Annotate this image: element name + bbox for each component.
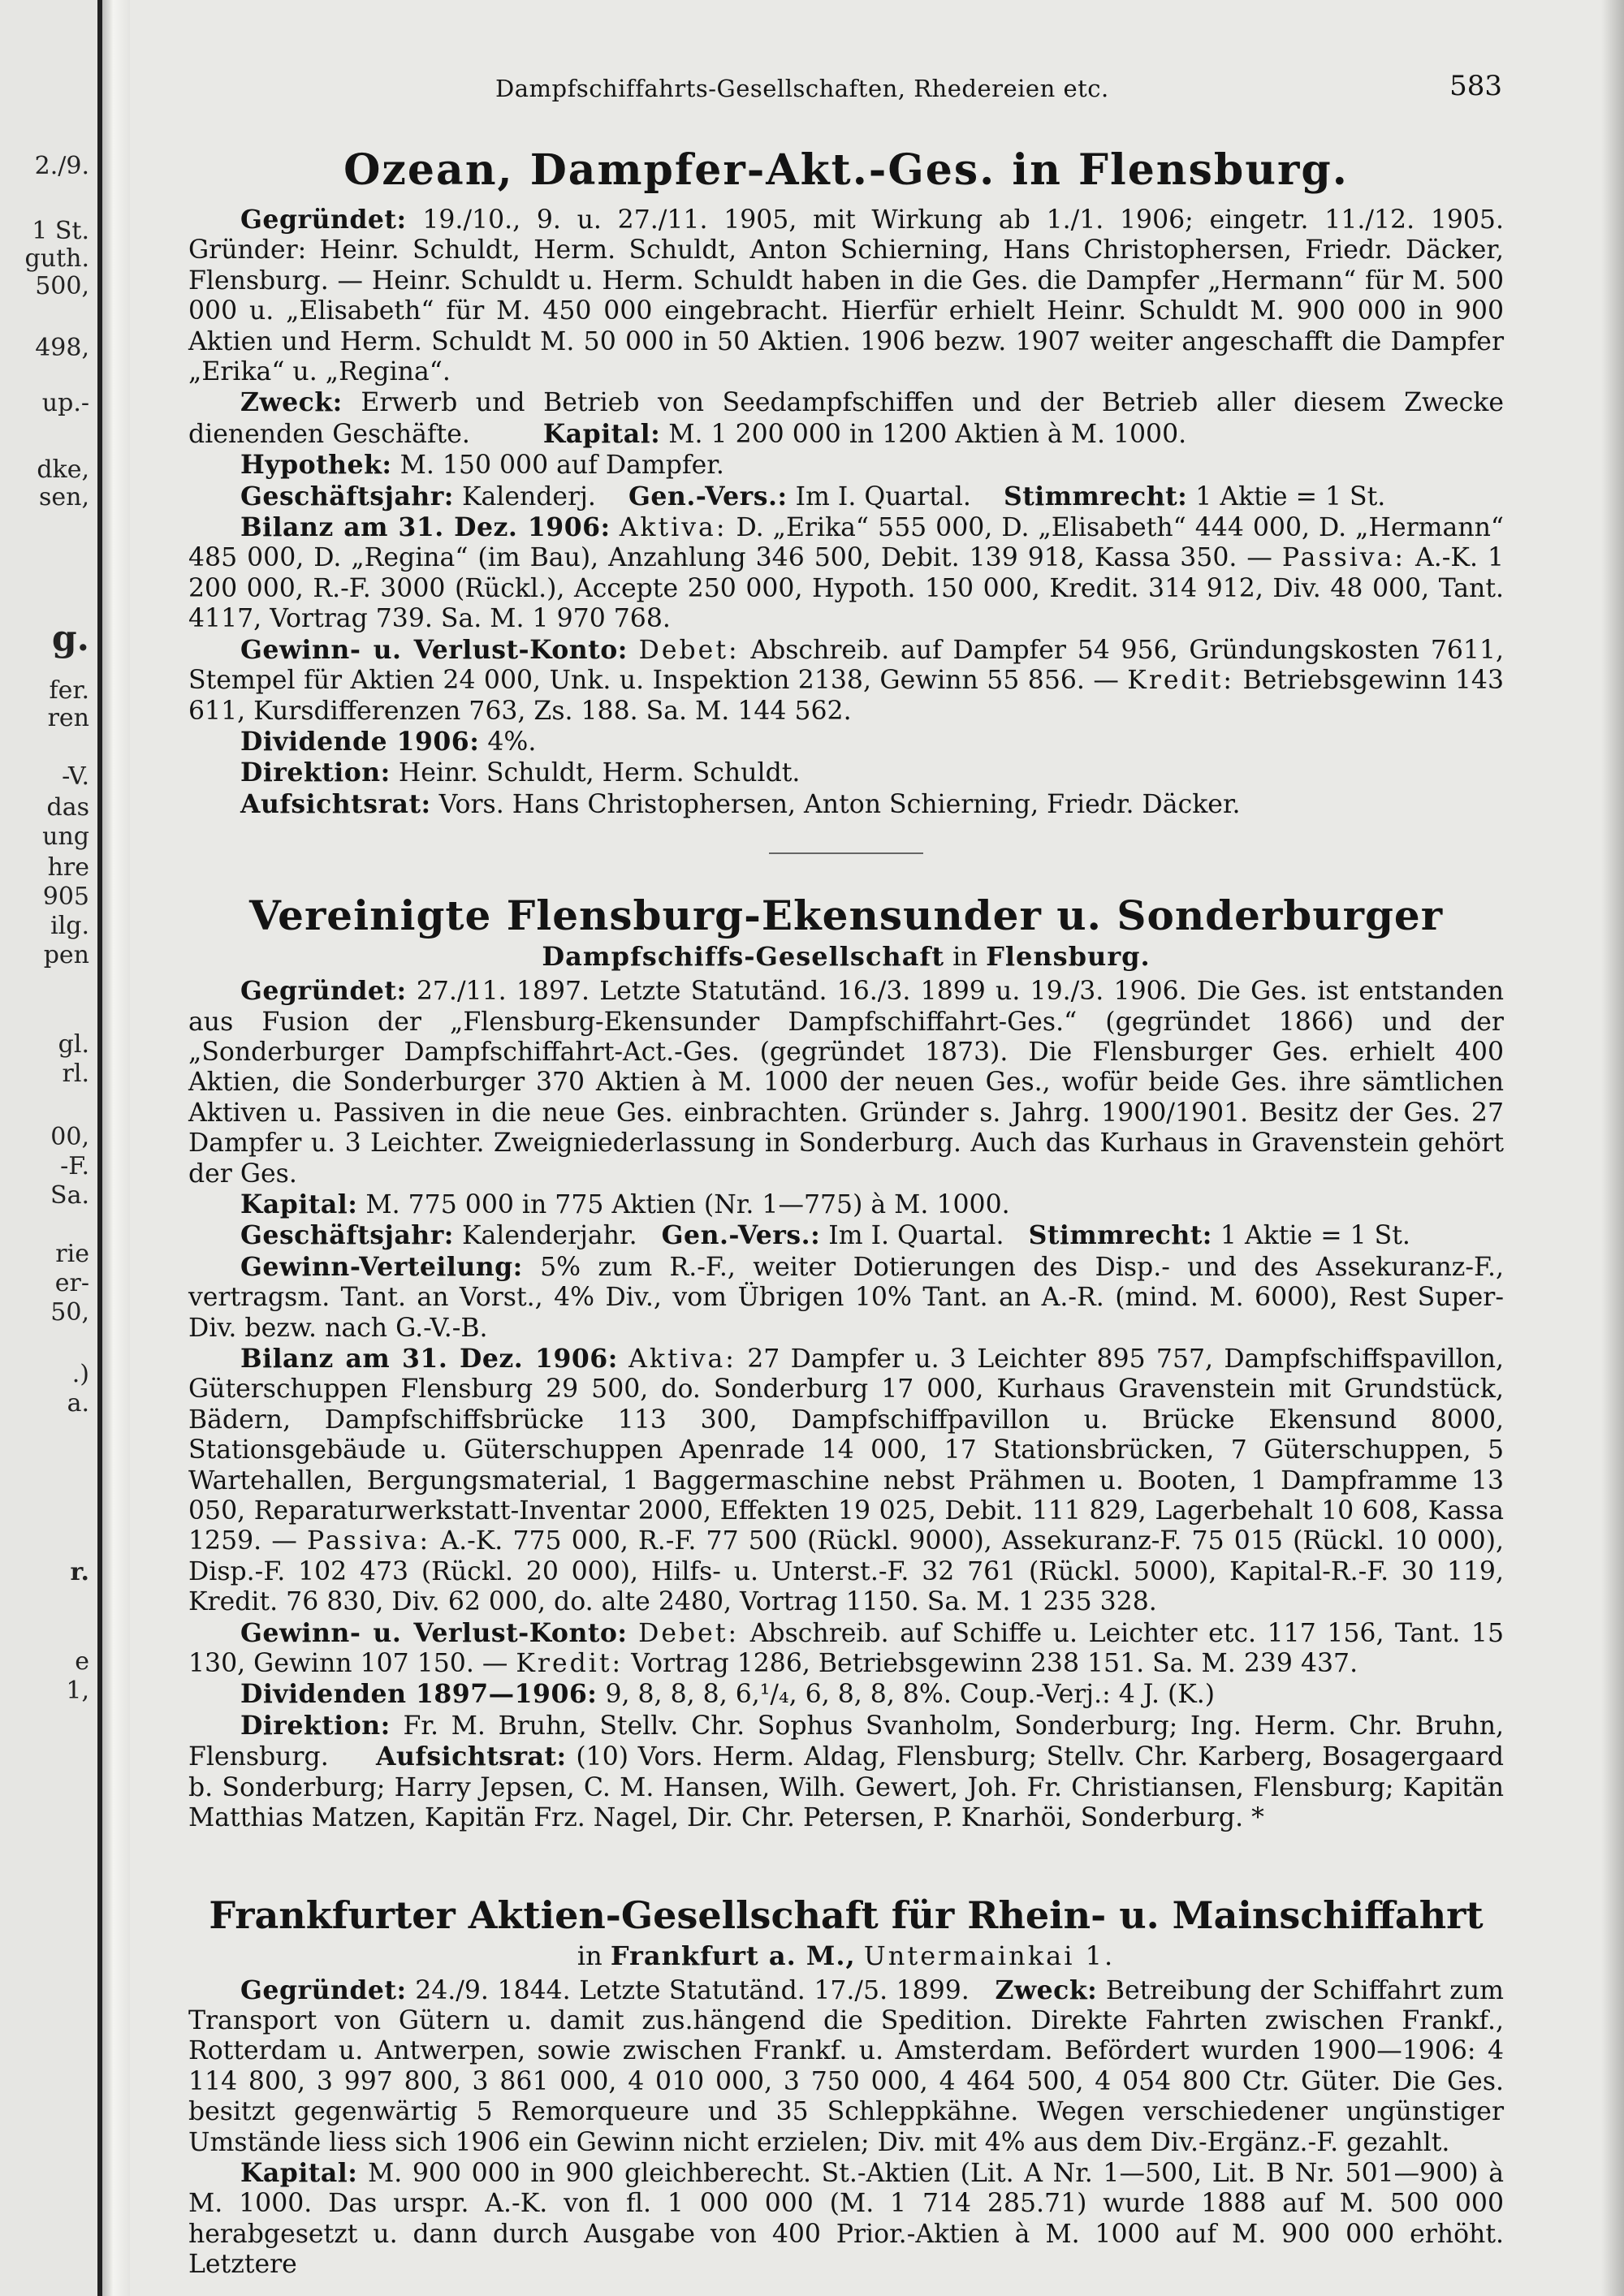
margin-fragment: er-: [54, 1269, 89, 1297]
text-kapital: M. 900 000 in 900 gleichberecht. St.-Aktien (Lit. A Nr. 1—500, Lit. B Nr. 501—900) à M. 1000. Das urspr. A.-K. von fl. 1 000 000 (M. 1 714 285.71) wurde 1888 auf M. 500 000 herabgesetzt u. dann durch Ausgabe von 400 Prior.-Aktien à M. 1000 auf M. 900 000 erhöht. Letztere: [188, 2158, 1504, 2280]
text-gegruendet: 19./10., 9. u. 27./11. 1905, mit Wirkung ab 1./1. 1906; eingetr. 11./12. 1905. Gründer: Heinr. Schuldt, Herm. Schuldt, Anton Schierning, Hans Christophersen, Friedr. Däcker, Flensburg. — Heinr. Schuldt u. Herm. Schuldt haben in die Ges. die Dampfer „Hermann“ für M. 500 000 u. „Elisabeth“ für M. 450 000 eingebracht. Hierfür erhielt Heinr. Schuldt M. 900 000 in 900 Aktien und Herm. Schuldt M. 50 000 in 50 Aktien. 1906 bezw. 1907 weiter angeschafft die Dampfer „Erika“ u. „Regina“.: [188, 205, 1504, 387]
label-gegruendet: Gegründet:: [240, 205, 407, 235]
label-passiva: Passiva:: [307, 1526, 431, 1556]
adjacent-page-margin: [0, 0, 97, 2296]
label-zweck: Zweck:: [240, 387, 343, 418]
section-guv: [188, 635, 1504, 727]
section-zweck: [188, 387, 1504, 450]
margin-fragment: gl.: [58, 1030, 89, 1059]
main-column: [188, 146, 1504, 2281]
text-geschaeftsjahr: Kalenderj.: [461, 481, 596, 511]
company-entry-ozean: [188, 146, 1504, 820]
text-stimmrecht: 1 Aktie = 1 St.: [1195, 481, 1386, 511]
text-direktion: Heinr. Schuldt, Herm. Schuldt.: [398, 758, 801, 788]
label-bilanz: Bilanz am 31. Dez. 1906:: [240, 512, 611, 543]
margin-fragment: 498,: [35, 334, 89, 362]
company-entry-vereinigte-flensburg: [188, 891, 1504, 1833]
section-dividende: [188, 727, 1504, 757]
margin-fragment: 1,: [66, 1677, 89, 1705]
company-title: Vereinigte Flensburg-Ekensunder u. Sonderburger: [248, 891, 1444, 940]
text-aktiva: D. „Erika“ 555 000, D. „Elisabeth“ 444 000, D. „Hermann“ 485 000, D. „Regina“ (im Bau), Anzahlung 346 500, Debit. 139 918, Kassa 350. —: [188, 513, 1505, 573]
label-kapital: Kapital:: [240, 2157, 358, 2188]
label-direktion: Direktion:: [240, 757, 391, 788]
text-dividenden: 9, 8, 8, 8, 6,¹/₄, 6, 8, 8, 8%. Coup.-Verj.: 4 J. (K.): [605, 1680, 1216, 1710]
margin-fragment: 50,: [50, 1298, 89, 1327]
label-direktion: Direktion:: [240, 1710, 391, 1741]
margin-fragment: e: [75, 1647, 89, 1676]
page-number: 583: [1449, 70, 1502, 102]
subtitle-city: Frankfurt a. M.,: [610, 1940, 856, 1971]
company-subtitle: [188, 940, 1504, 973]
margin-fragment: rl.: [62, 1060, 89, 1088]
text-geschaeftsjahr: Kalenderjahr.: [461, 1221, 637, 1251]
margin-fragment: dke,: [37, 455, 89, 484]
section-kapital: [188, 1189, 1504, 1220]
margin-fragment: r.: [70, 1558, 89, 1586]
margin-fragment: rie: [55, 1240, 89, 1268]
margin-fragment: Sa.: [50, 1181, 89, 1210]
margin-fragment: ilg.: [50, 912, 89, 940]
running-head: Dampfschiffahrts-Gesellschaften, Rhedereien etc.: [495, 75, 1109, 102]
margin-fragment: .): [71, 1360, 89, 1388]
label-genvers: Gen.-Vers.:: [628, 481, 788, 511]
text-kredit: Betriebsgewinn 143 611, Kursdifferenzen 763, Zs. 188. Sa. M. 144 562.: [188, 666, 1504, 726]
label-kapital: Kapital:: [240, 1189, 358, 1219]
margin-fragment: das: [46, 793, 89, 822]
label-geschaeftsjahr: Geschäftsjahr:: [240, 481, 454, 511]
label-genvers: Gen.-Vers.:: [661, 1220, 821, 1251]
margin-fragment: 2./9.: [34, 152, 89, 180]
margin-fragment: 905: [42, 883, 89, 911]
margin-fragment: 1 St.: [32, 217, 89, 245]
margin-fragment: 500,: [35, 272, 89, 300]
section-aufsichtsrat: [188, 789, 1504, 820]
label-stimmrecht: Stimmrecht:: [1003, 481, 1188, 511]
label-kapital: Kapital:: [542, 418, 661, 449]
section-direktion: [188, 757, 1504, 788]
text-hypothek: M. 150 000 auf Dampfer.: [400, 451, 724, 481]
subtitle-city: Flensburg.: [986, 941, 1151, 973]
text-gewinn-verteilung: 5% zum R.-F., weiter Dotierungen des Disp.- und des Assekuranz-F., vertragsm. Tant. an Vorst., 4% Div., vom Übrigen 10% Tant. an A.-R. (mind. M. 6000), Rest Super-Div. bezw. nach G.-V.-B.: [188, 1252, 1505, 1343]
company-title: Ozean, Dampfer-Akt.-Ges. in Flensburg.: [343, 145, 1349, 195]
subtitle-in: in: [577, 1940, 603, 1971]
company-title: Frankfurter Aktien-Gesellschaft für Rhein- u. Mainschiffahrt: [209, 1892, 1484, 1937]
section-gegruendet: [188, 205, 1504, 387]
margin-fragment: ung: [42, 822, 89, 851]
text-kredit: Vortrag 1286, Betriebsgewinn 238 151. Sa. M. 239 437.: [631, 1649, 1358, 1679]
section-kapital: [188, 2158, 1504, 2281]
margin-fragment: a.: [67, 1389, 89, 1418]
text-debet: Abschreib. auf Schiffe u. Leichter etc. 117 156, Tant. 15 130, Gewinn 107 150. —: [188, 1618, 1504, 1679]
section-gewinn-verteilung: [188, 1252, 1504, 1344]
subtitle-in: in: [952, 941, 978, 973]
section-guv: [188, 1618, 1504, 1680]
label-gegruendet: Gegründet:: [240, 976, 407, 1007]
label-bilanz: Bilanz am 31. Dez. 1906:: [240, 1344, 618, 1374]
label-guv: Gewinn- u. Verlust-Konto:: [240, 634, 628, 665]
label-zweck: Zweck:: [995, 1974, 1098, 2005]
margin-fragment: up.-: [41, 389, 89, 417]
text-stimmrecht: 1 Aktie = 1 St.: [1220, 1221, 1410, 1251]
section-gap: [769, 1862, 923, 1863]
text-kapital: M. 775 000 in 775 Aktien (Nr. 1—775) à M. 1000.: [365, 1189, 1010, 1219]
page-edge-shadow: [1601, 0, 1624, 2296]
label-passiva: Passiva:: [1281, 543, 1406, 573]
company-entry-frankfurter: [188, 1891, 1504, 2281]
text-genvers: Im I. Quartal.: [828, 1221, 1004, 1251]
label-aktiva: Aktiva:: [628, 1344, 736, 1374]
subtitle-address: Untermainkai 1.: [863, 1940, 1116, 1971]
label-debet: Debet:: [638, 635, 740, 665]
label-aufsichtsrat: Aufsichtsrat:: [240, 788, 431, 819]
margin-fragment: guth.: [24, 244, 89, 273]
label-guv: Gewinn- u. Verlust-Konto:: [240, 1617, 628, 1648]
section-divider: [769, 852, 923, 854]
subtitle-company-type: Dampfschiffs-Gesellschaft: [542, 941, 944, 973]
text-aufsichtsrat: Vors. Hans Christophersen, Anton Schierning, Friedr. Däcker.: [438, 789, 1241, 819]
label-aufsichtsrat: Aufsichtsrat:: [376, 1741, 567, 1772]
page-header: [187, 70, 1502, 115]
margin-fragment: fer.: [49, 676, 89, 705]
label-dividenden: Dividenden 1897—1906:: [240, 1679, 598, 1710]
label-gewinn-verteilung: Gewinn-Verteilung:: [240, 1251, 523, 1282]
margin-fragment: ren: [47, 704, 89, 732]
section-geschaeftsjahr: [188, 481, 1504, 512]
label-gegruendet: Gegründet:: [240, 1974, 407, 2005]
margin-fragment: -V.: [62, 762, 89, 791]
label-debet: Debet:: [638, 1618, 740, 1648]
margin-fragment: g.: [51, 618, 89, 659]
section-gegruendet: [188, 1975, 1504, 2158]
label-stimmrecht: Stimmrecht:: [1028, 1220, 1212, 1251]
section-hypothek: [188, 450, 1504, 481]
text-aufsichtsrat: (10) Vors. Herm. Aldag, Flensburg; Stellv. Chr. Karberg, Bosagergaard b. Sonderburg; Harry Jepsen, C. M. Hansen, Wilh. Gewert, Joh. Fr. Christiansen, Flensburg; Kapitän Matthias Matzen, Kapitän Frz. Nagel, Dir. Chr. Petersen, P. Knarhöi, Sonderburg. *: [188, 1742, 1505, 1833]
label-dividende: Dividende 1906:: [240, 726, 480, 757]
text-kapital: M. 1 200 000 in 1200 Aktien à M. 1000.: [668, 419, 1187, 449]
margin-fragment: -F.: [60, 1152, 89, 1180]
book-gutter: [97, 0, 130, 2296]
label-kredit: Kredit:: [516, 1649, 624, 1679]
margin-fragment: pen: [43, 941, 89, 969]
section-gegruendet: [188, 976, 1504, 1189]
margin-fragment: hre: [47, 853, 89, 882]
text-debet: Abschreib. auf Dampfer 54 956, Gründungskosten 7611, Stempel für Aktien 24 000, Unk. u. Inspektion 2138, Gewinn 55 856. —: [188, 635, 1505, 696]
label-aktiva: Aktiva:: [619, 513, 728, 543]
text-passiva: A.-K. 775 000, R.-F. 77 500 (Rückl. 9000), Assekuranz-F. 75 015 (Rückl. 10 000), Disp.-F. 102 473 (Rückl. 20 000), Hilfs- u. Unterst.-F. 32 761 (Rückl. 5000), Kapital-R.-F. 30 119, Kredit. 76 830, Div. 62 000, do. alte 2480, Vortrag 1150. Sa. M. 1 235 328.: [188, 1526, 1505, 1617]
text-zweck: Betreibung der Schiffahrt zum Transport von Gütern u. damit zus.hängend die Spedition. Direkte Fahrten zwischen Frankf., Rotterdam u. Antwerpen, sowie zwischen Frankf. u. Amsterdam. Befördert wurden 1900—1906: 4 114 800, 3 997 800, 3 861 000, 4 010 000, 3 750 000, 4 464 500, 4 054 800 Ctr. Güter. Die Ges. besitzt gegenwärtig 5 Remorqueure und 35 Schleppkähne. Wegen verschiedener ungünstiger Umstände liess sich 1906 ein Gewinn nicht erzielen; Div. mit 4% aus dem Div.-Ergänz.-F. gezahlt.: [188, 1975, 1505, 2157]
section-geschaeftsjahr: [188, 1220, 1504, 1251]
section-direktion: [188, 1711, 1504, 1834]
company-subtitle: [188, 1940, 1504, 1972]
text-gegruendet: 27./11. 1897. Letzte Statutänd. 16./3. 1899 u. 19./3. 1906. Die Ges. ist entstanden aus Fusion der „Flensburg-Ekensunder Dampfschiffahrt-Ges.“ (gegründet 1866) und der „Sonderburger Dampfschiffahrt-Act.-Ges. (gegründet 1873). Die Flensburger Ges. erhielt 400 Aktien, die Sonderburger 370 Aktien à M. 1000 der neuen Ges., wofür beide Ges. ihre sämtlichen Aktiven u. Passiven in die neue Ges. einbrachten. Gründer s. Jahrg. 1900/1901. Besitz der Ges. 27 Dampfer u. 3 Leichter. Zweigniederlassung in Sonderburg. Auch das Kurhaus in Gravenstein gehört der Ges.: [188, 977, 1504, 1189]
text-direktion: Fr. M. Bruhn, Stellv. Chr. Sophus Svanholm, Sonderburg; Ing. Herm. Chr. Bruhn, Flensburg.: [188, 1711, 1504, 1772]
section-bilanz: [188, 512, 1504, 635]
text-dividende: 4%.: [487, 727, 537, 757]
section-dividenden: [188, 1679, 1504, 1710]
margin-fragment: sen,: [38, 483, 89, 511]
label-hypothek: Hypothek:: [240, 450, 392, 481]
text-zweck: Erwerb und Betrieb von Seedampfschiffen und der Betrieb aller diesem Zwecke dienenden Geschäfte.: [188, 388, 1504, 449]
text-genvers: Im I. Quartal.: [795, 481, 971, 511]
margin-fragment: 00,: [50, 1123, 89, 1151]
text-gegruendet: 24./9. 1844. Letzte Statutänd. 17./5. 1899.: [415, 1975, 970, 2005]
text-aktiva: 27 Dampfer u. 3 Leichter 895 757, Dampfschiffspavillon, Güterschuppen Flensburg 29 500, do. Sonderburg 17 000, Kurhaus Gravenstein mit Grundstück, Bädern, Dampfschiffsbrücke 113 300, Dampfschiffpavillon u. Brücke Ekensund 8000, Stationsgebäude u. Güterschuppen Apenrade 14 000, 17 Stationsbrücken, 7 Güterschuppen, 5 Wartehallen, Bergungsmaterial, 1 Baggermaschine nebst Prähmen u. Booten, 1 Dampframme 13 050, Reparaturwerkstatt-Inventar 2000, Effekten 19 025, Debit. 111 829, Lagerbehalt 10 608, Kassa 1259. —: [188, 1344, 1505, 1556]
text-passiva: A.-K. 1 200 000, R.-F. 3000 (Rückl.), Accepte 250 000, Hypoth. 150 000, Kredit. 314 912, Div. 48 000, Tant. 4117, Vortrag 739. Sa. M. 1 970 768.: [188, 543, 1504, 634]
label-kredit: Kredit:: [1127, 666, 1235, 696]
section-bilanz: [188, 1344, 1504, 1618]
label-geschaeftsjahr: Geschäftsjahr:: [240, 1220, 454, 1251]
